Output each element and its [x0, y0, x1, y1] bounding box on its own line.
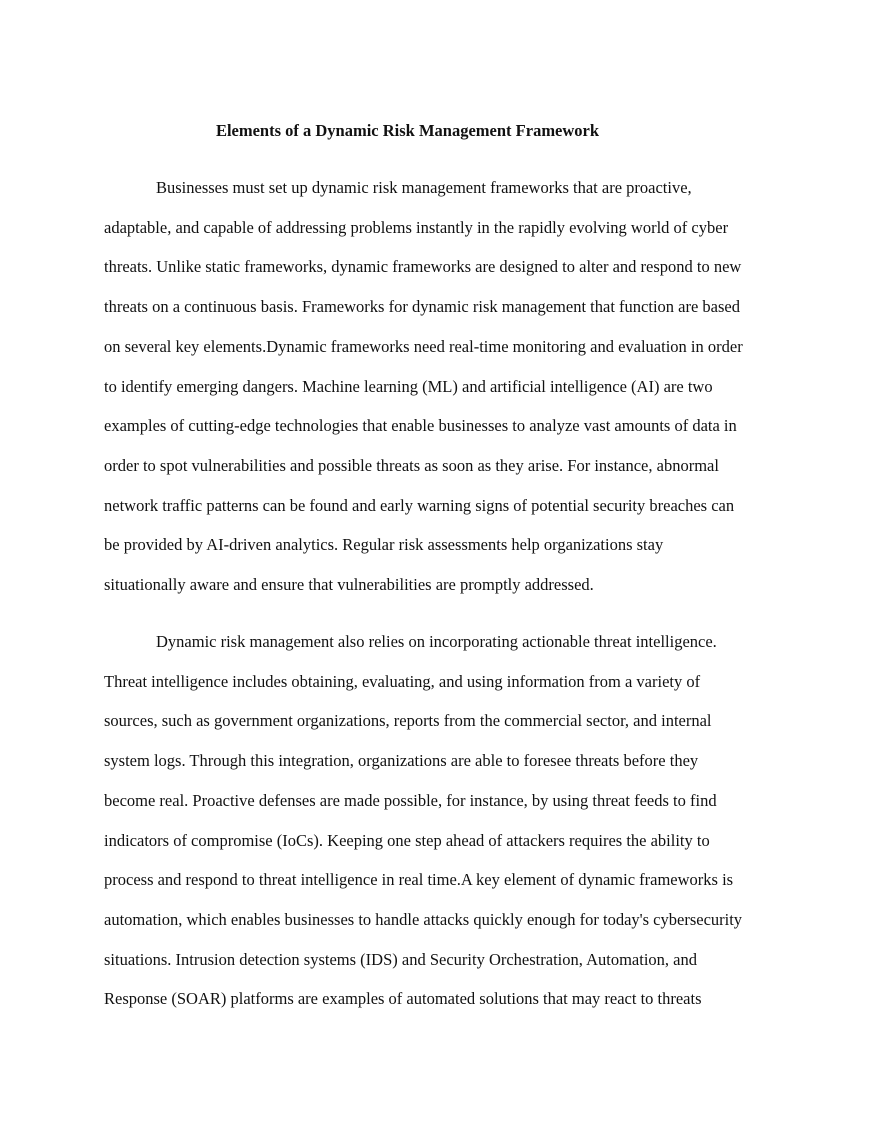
text-line: network traffic patterns can be found and early warning signs of potential security breaches can: [104, 495, 735, 515]
text-line: automation, which enables businesses to handle attacks quickly enough for today's cybersecurity: [104, 909, 743, 929]
text-line: order to spot vulnerabilities and possible threats as soon as they arise. For instance, abnormal: [104, 455, 719, 475]
paragraph-1: [104, 168, 776, 605]
text-line: examples of cutting-edge technologies that enable businesses to analyze vast amounts of data in: [104, 416, 737, 436]
text-line: process and respond to threat intelligence in real time.A key element of dynamic frameworks is: [104, 870, 734, 890]
text-line: system logs. Through this integration, organizations are able to foresee threats before they: [104, 751, 699, 771]
text-line: become real. Proactive defenses are made possible, for instance, by using threat feeds to find: [104, 790, 717, 810]
text-line: Threat intelligence includes obtaining, evaluating, and using information from a variety of: [104, 671, 701, 691]
text-line: threats on a continuous basis. Frameworks for dynamic risk management that function are based: [104, 297, 740, 317]
paragraph-2: [104, 622, 776, 1019]
text-line: to identify emerging dangers. Machine learning (ML) and artificial intelligence (AI) are two: [104, 376, 713, 396]
text-line: be provided by AI-driven analytics. Regular risk assessments help organizations stay: [104, 535, 664, 555]
text-line: on several key elements.Dynamic frameworks need real-time monitoring and evaluation in order: [104, 336, 743, 356]
text-line: situationally aware and ensure that vulnerabilities are promptly addressed.: [104, 575, 594, 595]
text-line: situations. Intrusion detection systems (IDS) and Security Orchestration, Automation, and: [104, 949, 697, 969]
text-line: threats. Unlike static frameworks, dynamic frameworks are designed to alter and respond to new: [104, 257, 742, 277]
text-line: Businesses must set up dynamic risk management frameworks that are proactive,: [156, 178, 692, 197]
text-line: Response (SOAR) platforms are examples of automated solutions that may react to threats: [104, 989, 702, 1009]
text-line: indicators of compromise (IoCs). Keeping one step ahead of attackers requires the ability to: [104, 830, 710, 850]
text-line: Dynamic risk management also relies on incorporating actionable threat intelligence.: [156, 632, 717, 651]
text-line: adaptable, and capable of addressing problems instantly in the rapidly evolving world of cyber: [104, 217, 729, 237]
document-title: Elements of a Dynamic Risk Management Framework: [215, 121, 600, 140]
text-line: sources, such as government organizations, reports from the commercial sector, and internal: [104, 711, 712, 731]
